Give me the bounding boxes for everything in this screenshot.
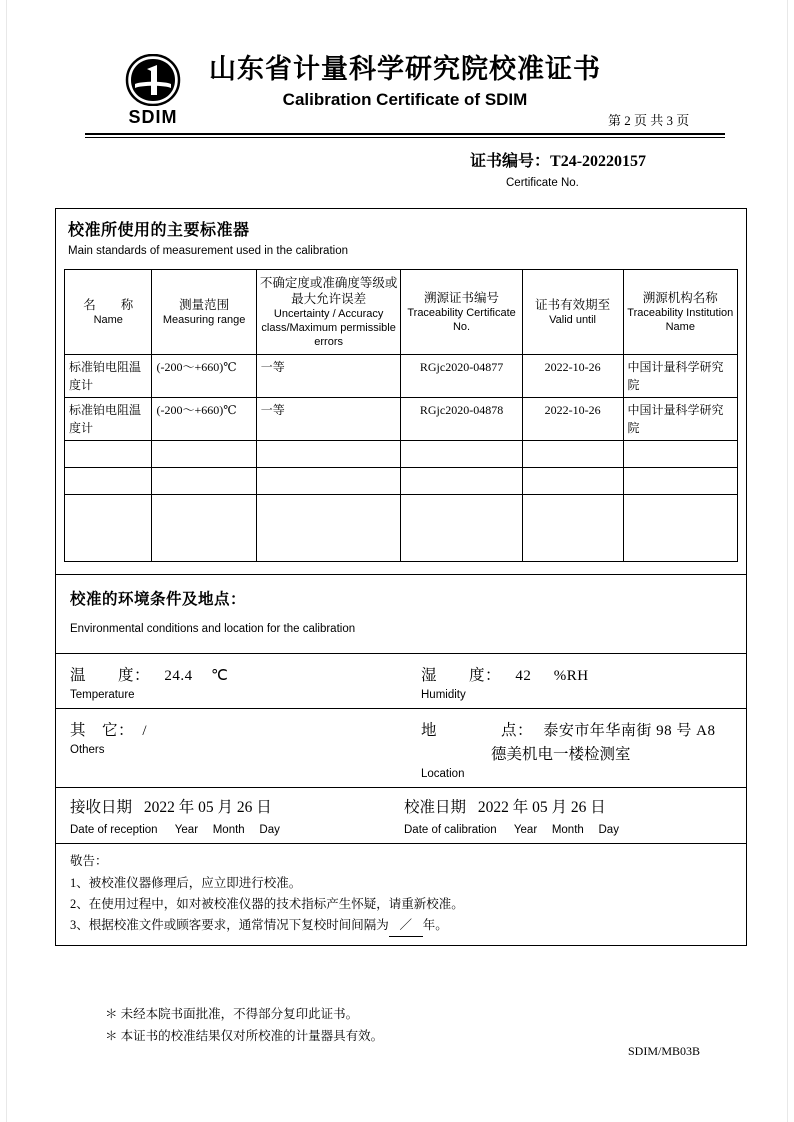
cell-empty bbox=[522, 468, 623, 495]
title-english: Calibration Certificate of SDIM bbox=[282, 90, 528, 109]
col-header-institution-en: Traceability Institution Name bbox=[627, 307, 734, 333]
col-header-uncertainty-cn: 不确定度或准确度等级或最大允许误差 bbox=[259, 276, 398, 306]
location-label-cn: 地 点： bbox=[421, 722, 534, 739]
notice-item-3-blank: ／ bbox=[389, 915, 423, 937]
col-header-valid-until-en: Valid until bbox=[549, 314, 597, 326]
cell-empty bbox=[65, 468, 152, 495]
certificate-number-value: T24-20220157 bbox=[550, 153, 647, 170]
footnote-1: ＊ 未经本院书面批准，不得部分复印此证书。 bbox=[105, 1007, 359, 1021]
temperature-label-en: Temperature bbox=[70, 689, 135, 701]
cell-empty bbox=[522, 441, 623, 468]
temperature-unit: ℃ bbox=[211, 668, 229, 684]
notice-body bbox=[56, 844, 746, 945]
humidity-label-en: Humidity bbox=[421, 689, 466, 701]
date-calibration bbox=[404, 795, 738, 837]
date-calibration-value: 2022 年 05 月 26 日 bbox=[477, 799, 606, 816]
date-calibration-units-en: Year Month Day bbox=[513, 824, 619, 836]
col-header-institution-cn: 溯源机构名称 bbox=[642, 291, 718, 305]
table-row-empty bbox=[65, 495, 738, 562]
cell-empty bbox=[256, 441, 401, 468]
others-line bbox=[70, 718, 393, 740]
dates-row bbox=[56, 788, 746, 844]
temp-humidity-row bbox=[56, 654, 746, 709]
date-reception-en-line bbox=[70, 821, 404, 837]
standards-table-wrap bbox=[56, 263, 746, 562]
col-header-name-cn: 名 称 bbox=[83, 298, 134, 312]
date-reception-units-en: Year Month Day bbox=[174, 824, 280, 836]
sdim-logo-mark-icon bbox=[125, 54, 181, 106]
others-location-flex bbox=[56, 709, 746, 787]
col-header-name bbox=[65, 270, 152, 355]
table-row-empty bbox=[65, 468, 738, 495]
cell-empty bbox=[401, 495, 522, 562]
location-label-en: Location bbox=[421, 768, 465, 780]
cell-empty bbox=[256, 495, 401, 562]
standards-section bbox=[56, 209, 746, 575]
cell-traceability-no: RGjc2020-04877 bbox=[401, 355, 522, 398]
col-header-traceability-no-en: Traceability Certificate No. bbox=[407, 307, 516, 333]
humidity-unit: %RH bbox=[553, 668, 589, 684]
cell-empty bbox=[401, 468, 522, 495]
location-line1 bbox=[421, 718, 738, 740]
notice-title: 敬告： bbox=[70, 854, 108, 868]
others-label-en: Others bbox=[70, 744, 105, 756]
table-row bbox=[65, 398, 738, 441]
title-chinese: 山东省计量科学研究院校准证书 bbox=[209, 54, 601, 84]
notice-item-3-prefix: 3、根据校准文件或顾客要求，通常情况下复校时间间隔为 bbox=[70, 918, 389, 932]
date-calibration-label-cn: 校准日期 bbox=[404, 799, 467, 816]
cell-institution: 中国计量科学研究院 bbox=[623, 355, 737, 398]
certificate-body-frame bbox=[55, 208, 747, 946]
cell-uncertainty: 一等 bbox=[256, 398, 401, 441]
notice-item-2: 2、在使用过程中，如对被校准仪器的技术指标产生怀疑，请重新校准。 bbox=[70, 897, 464, 911]
certificate-number-label-en: Certificate No. bbox=[506, 177, 579, 189]
standards-section-spacer bbox=[56, 562, 746, 574]
date-calibration-label-en: Date of calibration bbox=[404, 824, 497, 836]
page-edge-right bbox=[787, 0, 788, 1122]
date-reception-line bbox=[70, 795, 404, 817]
document-code: SDIM/MB03B bbox=[628, 1044, 701, 1058]
date-reception bbox=[70, 795, 404, 837]
table-row bbox=[65, 355, 738, 398]
temperature-line bbox=[70, 663, 393, 685]
others-location-row bbox=[56, 709, 746, 788]
temp-humidity-flex bbox=[56, 654, 746, 708]
document-header bbox=[0, 48, 794, 138]
date-reception-label-cn: 接收日期 bbox=[70, 799, 133, 816]
date-reception-value: 2022 年 05 月 26 日 bbox=[143, 799, 272, 816]
cell-empty bbox=[623, 468, 737, 495]
certificate-number-label-cn: 证书编号： bbox=[470, 153, 551, 170]
humidity-field bbox=[401, 654, 746, 708]
humidity-value: 42 bbox=[515, 668, 532, 684]
title-block bbox=[200, 52, 610, 112]
notice-item-3 bbox=[70, 915, 736, 937]
temperature-field bbox=[56, 654, 401, 708]
others-value: / bbox=[142, 723, 148, 739]
col-header-range bbox=[152, 270, 256, 355]
cell-range: (-200～+660)℃ bbox=[152, 398, 256, 441]
col-header-range-en: Measuring range bbox=[162, 314, 246, 326]
cell-range: (-200～+660)℃ bbox=[152, 355, 256, 398]
cell-empty bbox=[623, 441, 737, 468]
standards-table-header-row bbox=[65, 270, 738, 355]
col-header-valid-until bbox=[522, 270, 623, 355]
environment-title-en: Environmental conditions and location for the calibration bbox=[70, 623, 356, 635]
cell-name: 标准铂电阻温度计 bbox=[65, 355, 152, 398]
standards-table bbox=[64, 269, 738, 562]
cell-empty bbox=[65, 441, 152, 468]
environment-heading-pad bbox=[56, 575, 746, 653]
standards-title-cn: 校准所使用的主要标准器 bbox=[68, 222, 250, 239]
cell-valid-until: 2022-10-26 bbox=[522, 398, 623, 441]
certificate-number-block bbox=[470, 148, 730, 189]
table-row-empty bbox=[65, 441, 738, 468]
page-edge-left bbox=[6, 0, 7, 1122]
cell-empty bbox=[152, 495, 256, 562]
sdim-logo-text: SDIM bbox=[128, 107, 178, 127]
humidity-line bbox=[421, 663, 738, 685]
cell-empty bbox=[152, 468, 256, 495]
humidity-label-cn: 湿 度： bbox=[421, 667, 502, 684]
standards-section-heading bbox=[56, 209, 746, 263]
certificate-number-line bbox=[470, 148, 730, 171]
date-calibration-line bbox=[404, 795, 738, 817]
temperature-label-cn: 温 度： bbox=[70, 667, 151, 684]
col-header-traceability-no bbox=[401, 270, 522, 355]
header-rule-thick bbox=[85, 133, 725, 135]
cell-empty bbox=[401, 441, 522, 468]
cell-empty bbox=[152, 441, 256, 468]
cell-uncertainty: 一等 bbox=[256, 355, 401, 398]
standards-title-en: Main standards of measurement used in the calibration bbox=[68, 245, 348, 257]
col-header-range-cn: 测量范围 bbox=[179, 298, 230, 312]
footnote-2: ＊ 本证书的校准结果仅对所校准的计量器具有效。 bbox=[105, 1029, 384, 1043]
header-rule-thin bbox=[85, 137, 725, 138]
dates-flex bbox=[56, 788, 746, 843]
location-value-line1: 泰安市年华南街 98 号 A8 bbox=[543, 723, 716, 739]
environment-title-cn: 校准的环境条件及地点： bbox=[70, 591, 247, 608]
date-calibration-en-line bbox=[404, 821, 738, 837]
others-field bbox=[56, 709, 401, 787]
col-header-traceability-no-cn: 溯源证书编号 bbox=[424, 291, 500, 305]
date-reception-label-en: Date of reception bbox=[70, 824, 158, 836]
cell-name: 标准铂电阻温度计 bbox=[65, 398, 152, 441]
col-header-valid-until-cn: 证书有效期至 bbox=[535, 298, 611, 312]
others-label-cn: 其 它： bbox=[70, 722, 135, 739]
location-field bbox=[401, 709, 746, 787]
page-number: 第 2 页 共 3 页 bbox=[608, 113, 690, 128]
cell-traceability-no: RGjc2020-04878 bbox=[401, 398, 522, 441]
cell-empty bbox=[522, 495, 623, 562]
environment-heading-section bbox=[56, 575, 746, 654]
col-header-institution bbox=[623, 270, 737, 355]
sdim-logo bbox=[113, 54, 193, 128]
location-value-line2: 德美机电一楼检测室 bbox=[491, 746, 631, 763]
cell-empty bbox=[623, 495, 737, 562]
col-header-name-en: Name bbox=[93, 314, 123, 326]
cell-empty bbox=[256, 468, 401, 495]
notice-section bbox=[56, 844, 746, 945]
footnotes-block bbox=[105, 1003, 705, 1047]
temperature-value: 24.4 bbox=[164, 668, 193, 684]
cell-institution: 中国计量科学研究院 bbox=[623, 398, 737, 441]
notice-item-3-suffix: 年。 bbox=[422, 918, 448, 932]
col-header-uncertainty-en: Uncertainty / Accuracy class/Maximum permissible errors bbox=[261, 308, 396, 348]
col-header-uncertainty bbox=[256, 270, 401, 355]
notice-item-1: 1、被校准仪器修理后，应立即进行校准。 bbox=[70, 876, 302, 890]
cell-empty bbox=[65, 495, 152, 562]
cell-valid-until: 2022-10-26 bbox=[522, 355, 623, 398]
